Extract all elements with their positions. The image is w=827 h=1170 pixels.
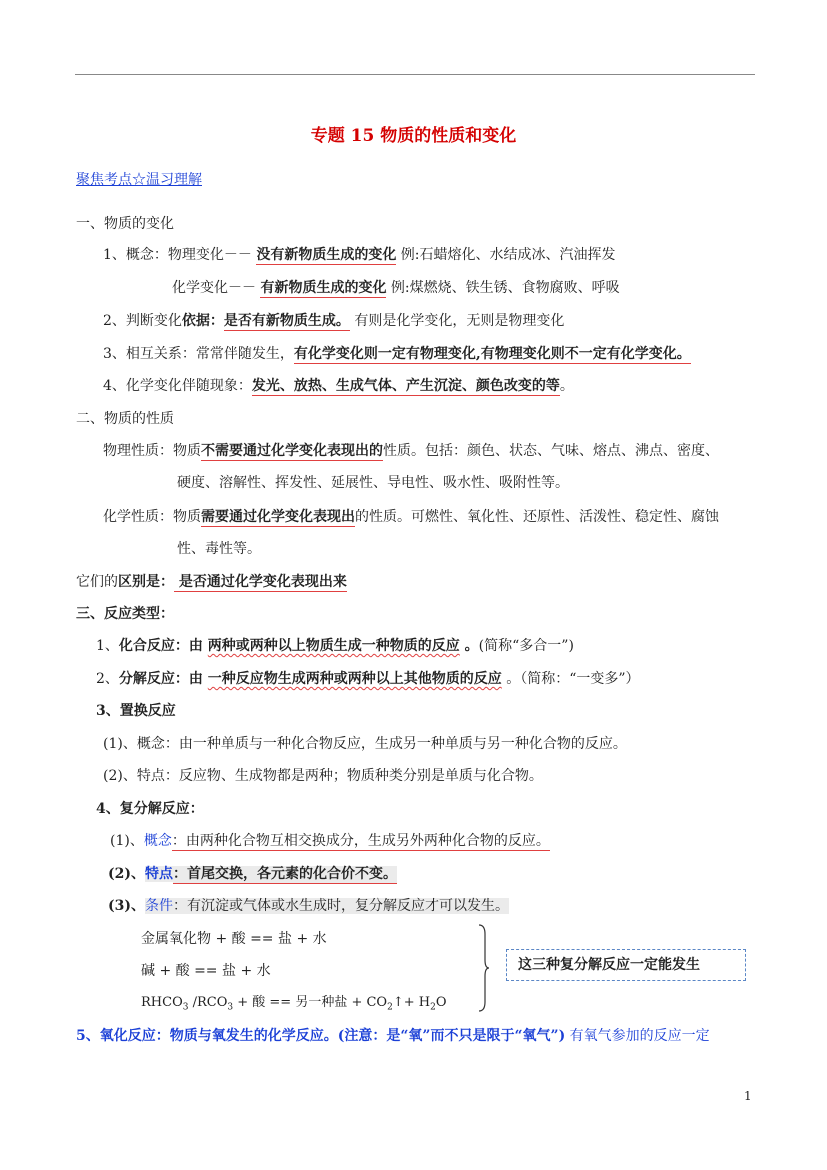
concept-physical-line <box>103 245 616 265</box>
phenomena-line <box>103 376 574 396</box>
chemical-property-line2: 性、毒性等。 <box>177 541 261 557</box>
judgement-rule: 有则是化学变化，无则是物理变化 <box>349 313 565 329</box>
phenomena-end: 。 <box>559 378 574 394</box>
double-replacement-heading: 4、复分解反应： <box>96 801 204 817</box>
oxidation-line <box>76 1026 710 1046</box>
right-brace-icon <box>478 924 490 1012</box>
relationship-text: 有化学变化则一定有物理变化,有物理变化则不一定有化学变化。 <box>293 346 691 362</box>
phenomena-label: 4、化学变化伴随现象： <box>103 378 252 394</box>
relationship-label: 3、相互关系：常常伴随发生， <box>103 346 294 362</box>
combination-def: 两种或两种以上物质生成一种物质的反应 <box>207 638 460 654</box>
page-number: 1 <box>744 1089 752 1103</box>
dr-condition-text: ：有沉淀或气体或水生成时，复分解反应才可以发生。 <box>173 898 509 914</box>
eq3-part-g: ↑+ H <box>392 995 431 1010</box>
eq3-part-e: + 酸 == 另一种盐 + CO <box>233 995 388 1010</box>
judgement-basis-label: 依据： <box>181 313 224 329</box>
chemical-property-list: 的性质。可燃性、氧化性、还原性、活泼性、稳定性、腐蚀 <box>355 509 719 525</box>
concept-label: 1、概念：物理变化－－ <box>103 247 257 263</box>
chemical-property-def: 需要通过化学变化表现出 <box>201 509 355 525</box>
decomposition-line <box>96 669 640 689</box>
note-box: 这三种复分解反应一定能发生 <box>506 949 746 981</box>
equation-1: 金属氧化物 + 酸 == 盐 + 水 <box>141 931 327 947</box>
decomposition-label: 分解反应：由 <box>118 671 208 687</box>
combination-abbr: (简称“多合一”) <box>478 638 574 654</box>
eq3-sub-2: 3 <box>227 1002 234 1013</box>
dr-feature-text: ：首尾交换，各元素的化合价不变。 <box>173 866 397 882</box>
combination-period: 。 <box>459 638 479 654</box>
difference-label-bold: 区别是： <box>118 574 174 590</box>
relationship-line <box>103 344 691 364</box>
phenomena-text: 发光、放热、生成气体、产生沉淀、颜色改变的等 <box>251 378 560 394</box>
difference-text: 是否通过化学变化表现出来 <box>174 574 347 590</box>
combination-label: 化合反应：由 <box>118 638 208 654</box>
section2-heading: 二、物质的性质 <box>76 411 174 427</box>
chemical-change-examples: 例:煤燃烧、铁生锈、食物腐败、呼吸 <box>386 280 620 296</box>
decomposition-def: 一种反应物生成两种或两种以上其他物质的反应 <box>207 671 502 687</box>
chemical-property-line <box>103 507 719 527</box>
chemical-change-def: 有新物质生成的变化 <box>260 280 387 296</box>
double-replacement-concept <box>110 831 550 851</box>
dr-feature-label: 特点 <box>145 866 173 882</box>
eq3-part-a: RHCO <box>141 995 183 1010</box>
equation-2: 碱 + 酸 == 盐 + 水 <box>141 963 271 979</box>
dr-concept-label: 概念 <box>143 833 172 849</box>
eq3-sub-3: 2 <box>387 1002 393 1013</box>
physical-change-def: 没有新物质生成的变化 <box>256 247 397 263</box>
replacement-heading: 3、置换反应 <box>96 703 176 719</box>
chemical-property-label: 化学性质：物质 <box>103 509 201 525</box>
difference-label: 它们的 <box>76 574 118 590</box>
decomposition-abbr: 。（简称：“一变多”） <box>501 671 640 687</box>
combination-number: 1、 <box>96 638 119 654</box>
dr-condition-label: 条件 <box>145 898 173 914</box>
equation-3 <box>141 993 447 1018</box>
section1-heading: 一、物质的变化 <box>76 216 174 232</box>
eq3-sub-4: 2 <box>430 1002 436 1013</box>
oxidation-continued: 有氧气参加的反应一定 <box>565 1028 710 1044</box>
judgement-basis: 是否有新物质生成。 <box>223 313 350 329</box>
physical-change-examples: 例:石蜡熔化、水结成冰、汽油挥发 <box>396 247 616 263</box>
oxidation-def: 5、氧化反应：物质与氧发生的化学反应。(注意：是“氧”而不只是限于“氧气”) <box>76 1028 566 1044</box>
physical-property-label: 物理性质：物质 <box>103 443 201 459</box>
combination-line <box>96 636 574 656</box>
dr-feature-number: (2)、 <box>108 866 145 882</box>
eq3-part-i: O <box>435 995 447 1010</box>
header-rule <box>75 74 755 75</box>
concept-chemical-line <box>172 278 620 298</box>
judgement-label: 2、判断变化 <box>103 313 182 329</box>
dr-concept-number: (1)、 <box>110 833 144 849</box>
dr-condition-number: (3)、 <box>108 898 145 914</box>
physical-property-line <box>103 441 719 461</box>
physical-property-line2: 硬度、溶解性、挥发性、延展性、导电性、吸水性、吸附性等。 <box>177 475 569 491</box>
judgement-line <box>103 311 564 331</box>
double-replacement-condition <box>108 896 509 916</box>
chemical-change-label: 化学变化－－ <box>172 280 261 296</box>
eq3-sub-1: 3 <box>182 1002 189 1013</box>
page-title: 专题 15 物质的性质和变化 <box>310 126 517 146</box>
section3-heading: 三、反应类型： <box>76 606 174 622</box>
replacement-feature: (2)、特点：反应物、生成物都是两种；物质种类分别是单质与化合物。 <box>103 768 543 784</box>
physical-property-def: 不需要通过化学变化表现出的 <box>201 443 383 459</box>
dr-concept-text: ：由两种化合物互相交换成分，生成另外两种化合物的反应。 <box>171 833 550 849</box>
physical-property-list: 性质。包括：颜色、状态、气味、熔点、沸点、密度、 <box>383 443 719 459</box>
replacement-concept: (1)、概念：由一种单质与一种化合物反应，生成另一种单质与另一种化合物的反应。 <box>103 736 627 752</box>
section-link[interactable]: 聚焦考点☆温习理解 <box>76 172 202 188</box>
decomposition-number: 2、 <box>96 671 119 687</box>
difference-line <box>76 572 347 592</box>
eq3-part-c: /RCO <box>188 995 228 1010</box>
double-replacement-feature <box>108 864 397 884</box>
